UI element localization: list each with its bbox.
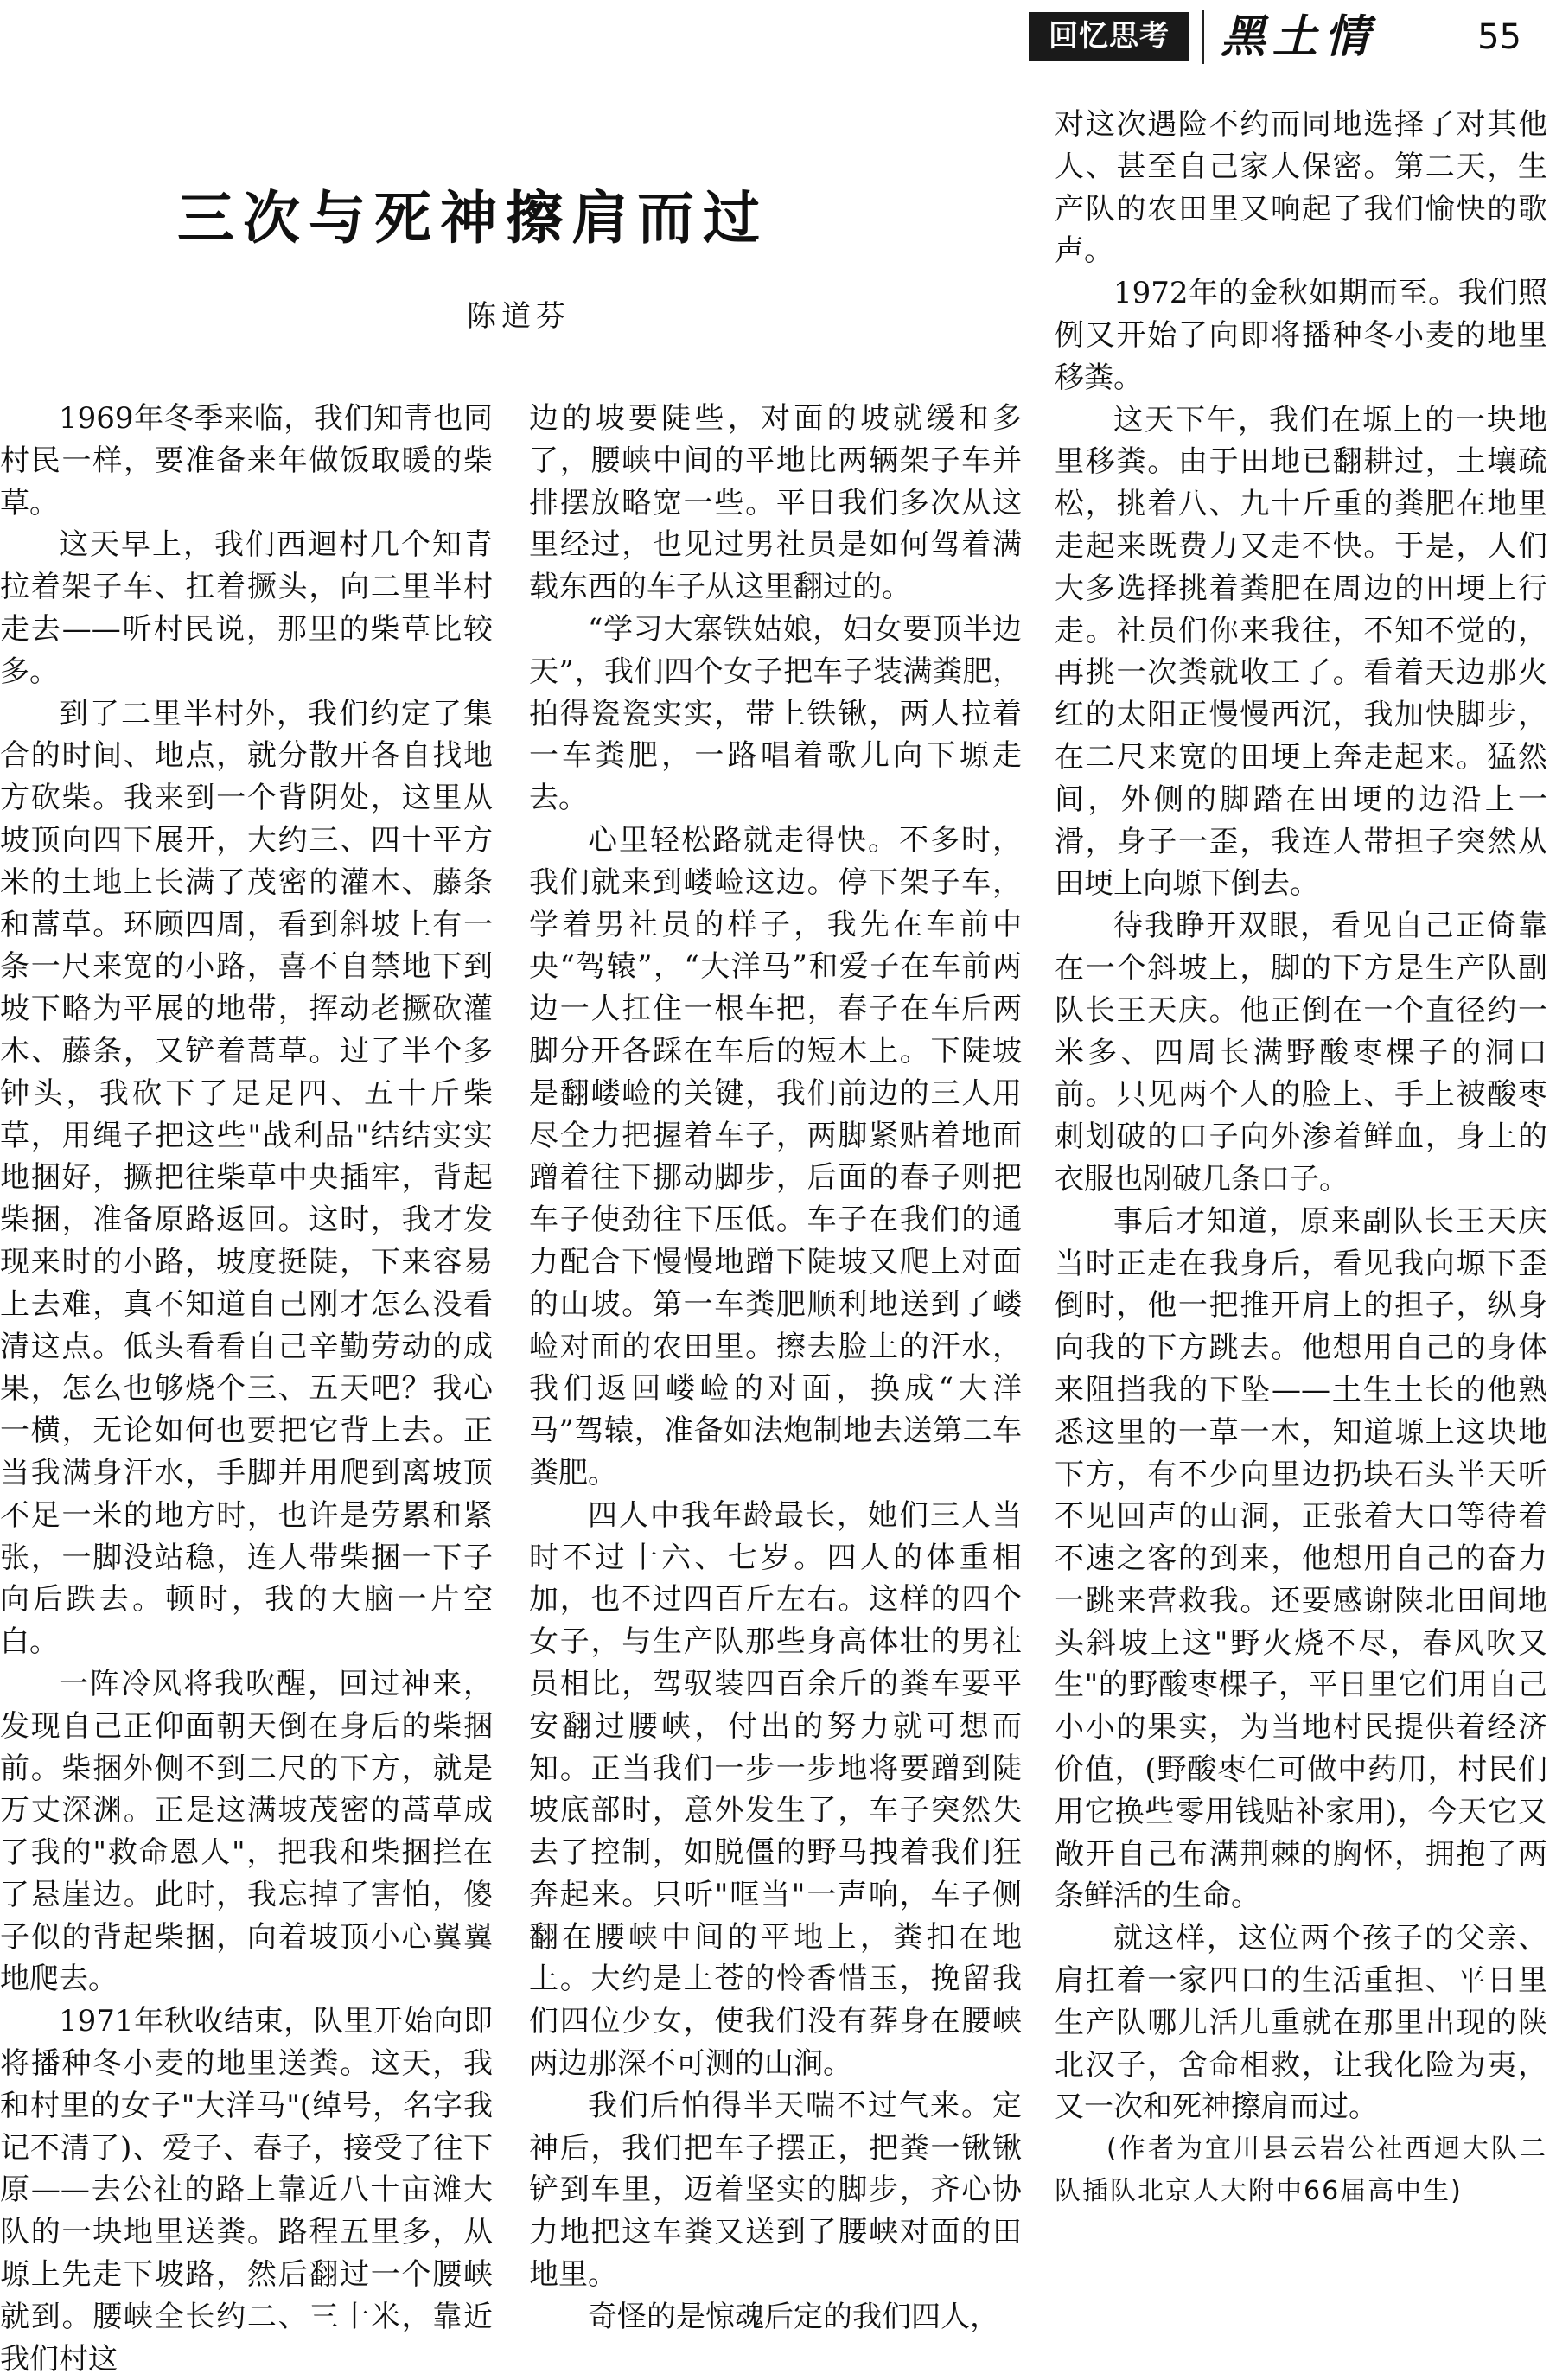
article-paragraph: 对这次遇险不约而同地选择了对其他人、甚至自己家人保密。第二天，生产队的农田里又响起了我们愉快的歌声。: [1055, 107, 1547, 269]
text-column-1: [0, 398, 493, 2377]
article-paragraph: 这天下午，我们在塬上的一块地里移粪。由于田地已翻耕过，土壤疏松，挑着八、九十斤重的粪肥在地里走起来既费力又走不快。于是，人们大多选择挑着粪肥在周边的田埂上行走。社员们你来我往，不知不觉的，再挑一次粪就收工了。看着天边那火红的太阳正慢慢西沉，我加快脚步，在二尺来宽的田埂上奔走起来。猛然间，外侧的脚踏在田埂的边沿上一滑，身子一歪，我连人带担子突然从田埂上向塬下倒去。: [1055, 402, 1547, 902]
section-tag: 回忆思考: [1029, 12, 1189, 61]
author-name: 陈道芬: [467, 299, 571, 334]
author-note: (作者为宜川县云岩公社西迴大队二队插队北京人大附中66届高中生): [1055, 2134, 1547, 2207]
article-paragraph: 一阵冷风将我吹醒，回过神来，发现自己正仰面朝天倒在身后的柴捆前。柴捆外侧不到二尺的下方，就是万丈深渊。正是这满坡茂密的蒿草成了我的"救命恩人"，把我和柴捆拦在了悬崖边。此时，我忘掉了害怕，傻子似的背起柴捆，向着坡顶小心翼翼地爬去。: [0, 1666, 493, 1997]
text-column-2: [529, 398, 1022, 2334]
article-paragraph: 四人中我年龄最长，她们三人当时不过十六、七岁。四人的体重相加，也不过四百斤左右。这样的四个女子，与生产队那些身高体壮的男社员相比，驾驭装四百余斤的粪车要平安翻过腰峡，付出的努力就可想而知。正当我们一步一步地将要蹭到陡坡底部时，意外发生了，车子突然失去了控制，如脱僵的野马拽着我们狂奔起来。只听"哐当"一声响，车子侧翻在腰峡中间的平地上，粪扣在地上。大约是上苍的怜香惜玉，挽留我们四位少女，使我们没有葬身在腰峡两边那深不可测的山涧。: [529, 1497, 1022, 2082]
article-paragraph: 事后才知道，原来副队长王天庆当时正走在我身后，看见我向塬下歪倒时，他一把推开肩上的担子，纵身向我的下方跳去。他想用自己的身体来阻挡我的下坠——土生土长的他熟悉这里的一草一木，知道塬上这块地下方，有不少向里边扔块石头半天听不见回声的山洞，正张着大口等待着不速之客的到来，他想用自己的奋力一跳来营救我。还要感谢陕北田间地头斜坡上这"野火烧不尽，春风吹又生"的野酸枣棵子，平日里它们用自己小小的果实，为当地村民提供着经济价值，(野酸枣仁可做中药用，村民们用它换些零用钱贴补家用)，今天它又敞开自己布满荆棘的胸怀，拥抱了两条鲜活的生命。: [1055, 1203, 1547, 1914]
magazine-name: 黑土情: [1221, 10, 1377, 63]
text-column-3: [1055, 104, 1547, 2239]
article-paragraph: 就这样，这位两个孩子的父亲、肩扛着一家四口的生活重担、平日里生产队哪儿活儿重就在那里出现的陕北汉子，舍命相救，让我化险为夷，又一次和死神擦肩而过。: [1055, 1921, 1547, 2125]
article-paragraph: 1972年的金秋如期而至。我们照例又开始了向即将播种冬小麦的地里移粪。: [1055, 276, 1547, 395]
article-paragraph: 待我睁开双眼，看见自己正倚靠在一个斜坡上，脚的下方是生产队副队长王天庆。他正倒在一个直径约一米多、四周长满野酸枣棵子的洞口前。只见两个人的脸上、手上被酸枣刺划破的口子向外渗着鲜血，身上的衣服也剐破几条口子。: [1055, 909, 1547, 1196]
page-header: [1029, 9, 1521, 66]
header-divider: [1202, 10, 1204, 64]
article-paragraph: 1969年冬季来临，我们知青也同村民一样，要准备来年做饭取暖的柴草。: [0, 401, 493, 520]
article-paragraph: 1971年秋收结束，队里开始向即将播种冬小麦的地里送粪。这天，我和村里的女子"大洋马"(绰号，名字我记不清了)、爱子、春子，接受了往下原——去公社的路上靠近八十亩滩大队的一块地里送粪。路程五里多，从塬上先走下坡路，然后翻过一个腰峡就到。腰峡全长约二、三十米，靠近我们村这: [0, 2004, 493, 2377]
article-paragraph: 到了二里半村外，我们约定了集合的时间、地点，就分散开各自找地方砍柴。我来到一个背阴处，这里从坡顶向四下展开，大约三、四十平方米的土地上长满了茂密的灌木、藤条和蒿草。环顾四周，看到斜坡上有一条一尺来宽的小路，喜不自禁地下到坡下略为平展的地带，挥动老撅砍灌木、藤条，又铲着蒿草。过了半个多钟头，我砍下了足足四、五十斤柴草，用绳子把这些"战利品"结结实实地捆好，撅把往柴草中央插牢，背起柴捆，准备原路返回。这时，我才发现来时的小路，坡度挺陡，下来容易上去难，真不知道自己刚才怎么没看清这点。低头看看自己辛勤劳动的成果，怎么也够烧个三、五天吧？我心一横，无论如何也要把它背上去。正当我满身汗水，手脚并用爬到离坡顶不足一米的地方时，也许是劳累和紧张，一脚没站稳，连人带柴捆一下子向后跌去。顿时，我的大脑一片空白。: [0, 696, 493, 1660]
article-paragraph: 我们后怕得半天喘不过气来。定神后，我们把车子摆正，把粪一锹锹铲到车里，迈着坚实的脚步，齐心协力地把这车粪又送到了腰峡对面的田地里。: [529, 2088, 1022, 2293]
page-number: 55: [1477, 17, 1521, 57]
article-paragraph: 边的坡要陡些，对面的坡就缓和多了，腰峡中间的平地比两辆架子车并排摆放略宽一些。平日我们多次从这里经过，也见过男社员是如何驾着满载东西的车子从这里翻过的。: [529, 401, 1022, 605]
article-title: 三次与死神擦肩而过: [177, 185, 768, 252]
article-paragraph: 奇怪的是惊魂后定的我们四人，: [588, 2299, 999, 2334]
article-paragraph: 这天早上，我们西迴村几个知青拉着架子车、扛着撅头，向二里半村走去——听村民说，那里的柴草比较多。: [0, 527, 493, 689]
article-paragraph: 心里轻松路就走得快。不多时，我们就来到嵝崄这边。停下架子车，学着男社员的样子，我先在车前中央“驾辕”，“大洋马”和爱子在车前两边一人扛住一根车把，春子在车后两脚分开各踩在车后的短木上。下陡坡是翻嵝崄的关键，我们前边的三人用尽全力把握着车子，两脚紧贴着地面蹭着往下挪动脚步，后面的春子则把车子使劲往下压低。车子在我们的通力配合下慢慢地蹭下陡坡又爬上对面的山坡。第一车粪肥顺利地送到了嵝崄对面的农田里。擦去脸上的汗水，我们返回嵝崄的对面，换成“大洋马”驾辕，准备如法炮制地去送第二车粪肥。: [529, 822, 1022, 1490]
article-paragraph: “学习大寨铁姑娘，妇女要顶半边天”，我们四个女子把车子装满粪肥，拍得瓷瓷实实，带上铁锹，两人拉着一车粪肥，一路唱着歌儿向下塬走去。: [529, 611, 1022, 816]
